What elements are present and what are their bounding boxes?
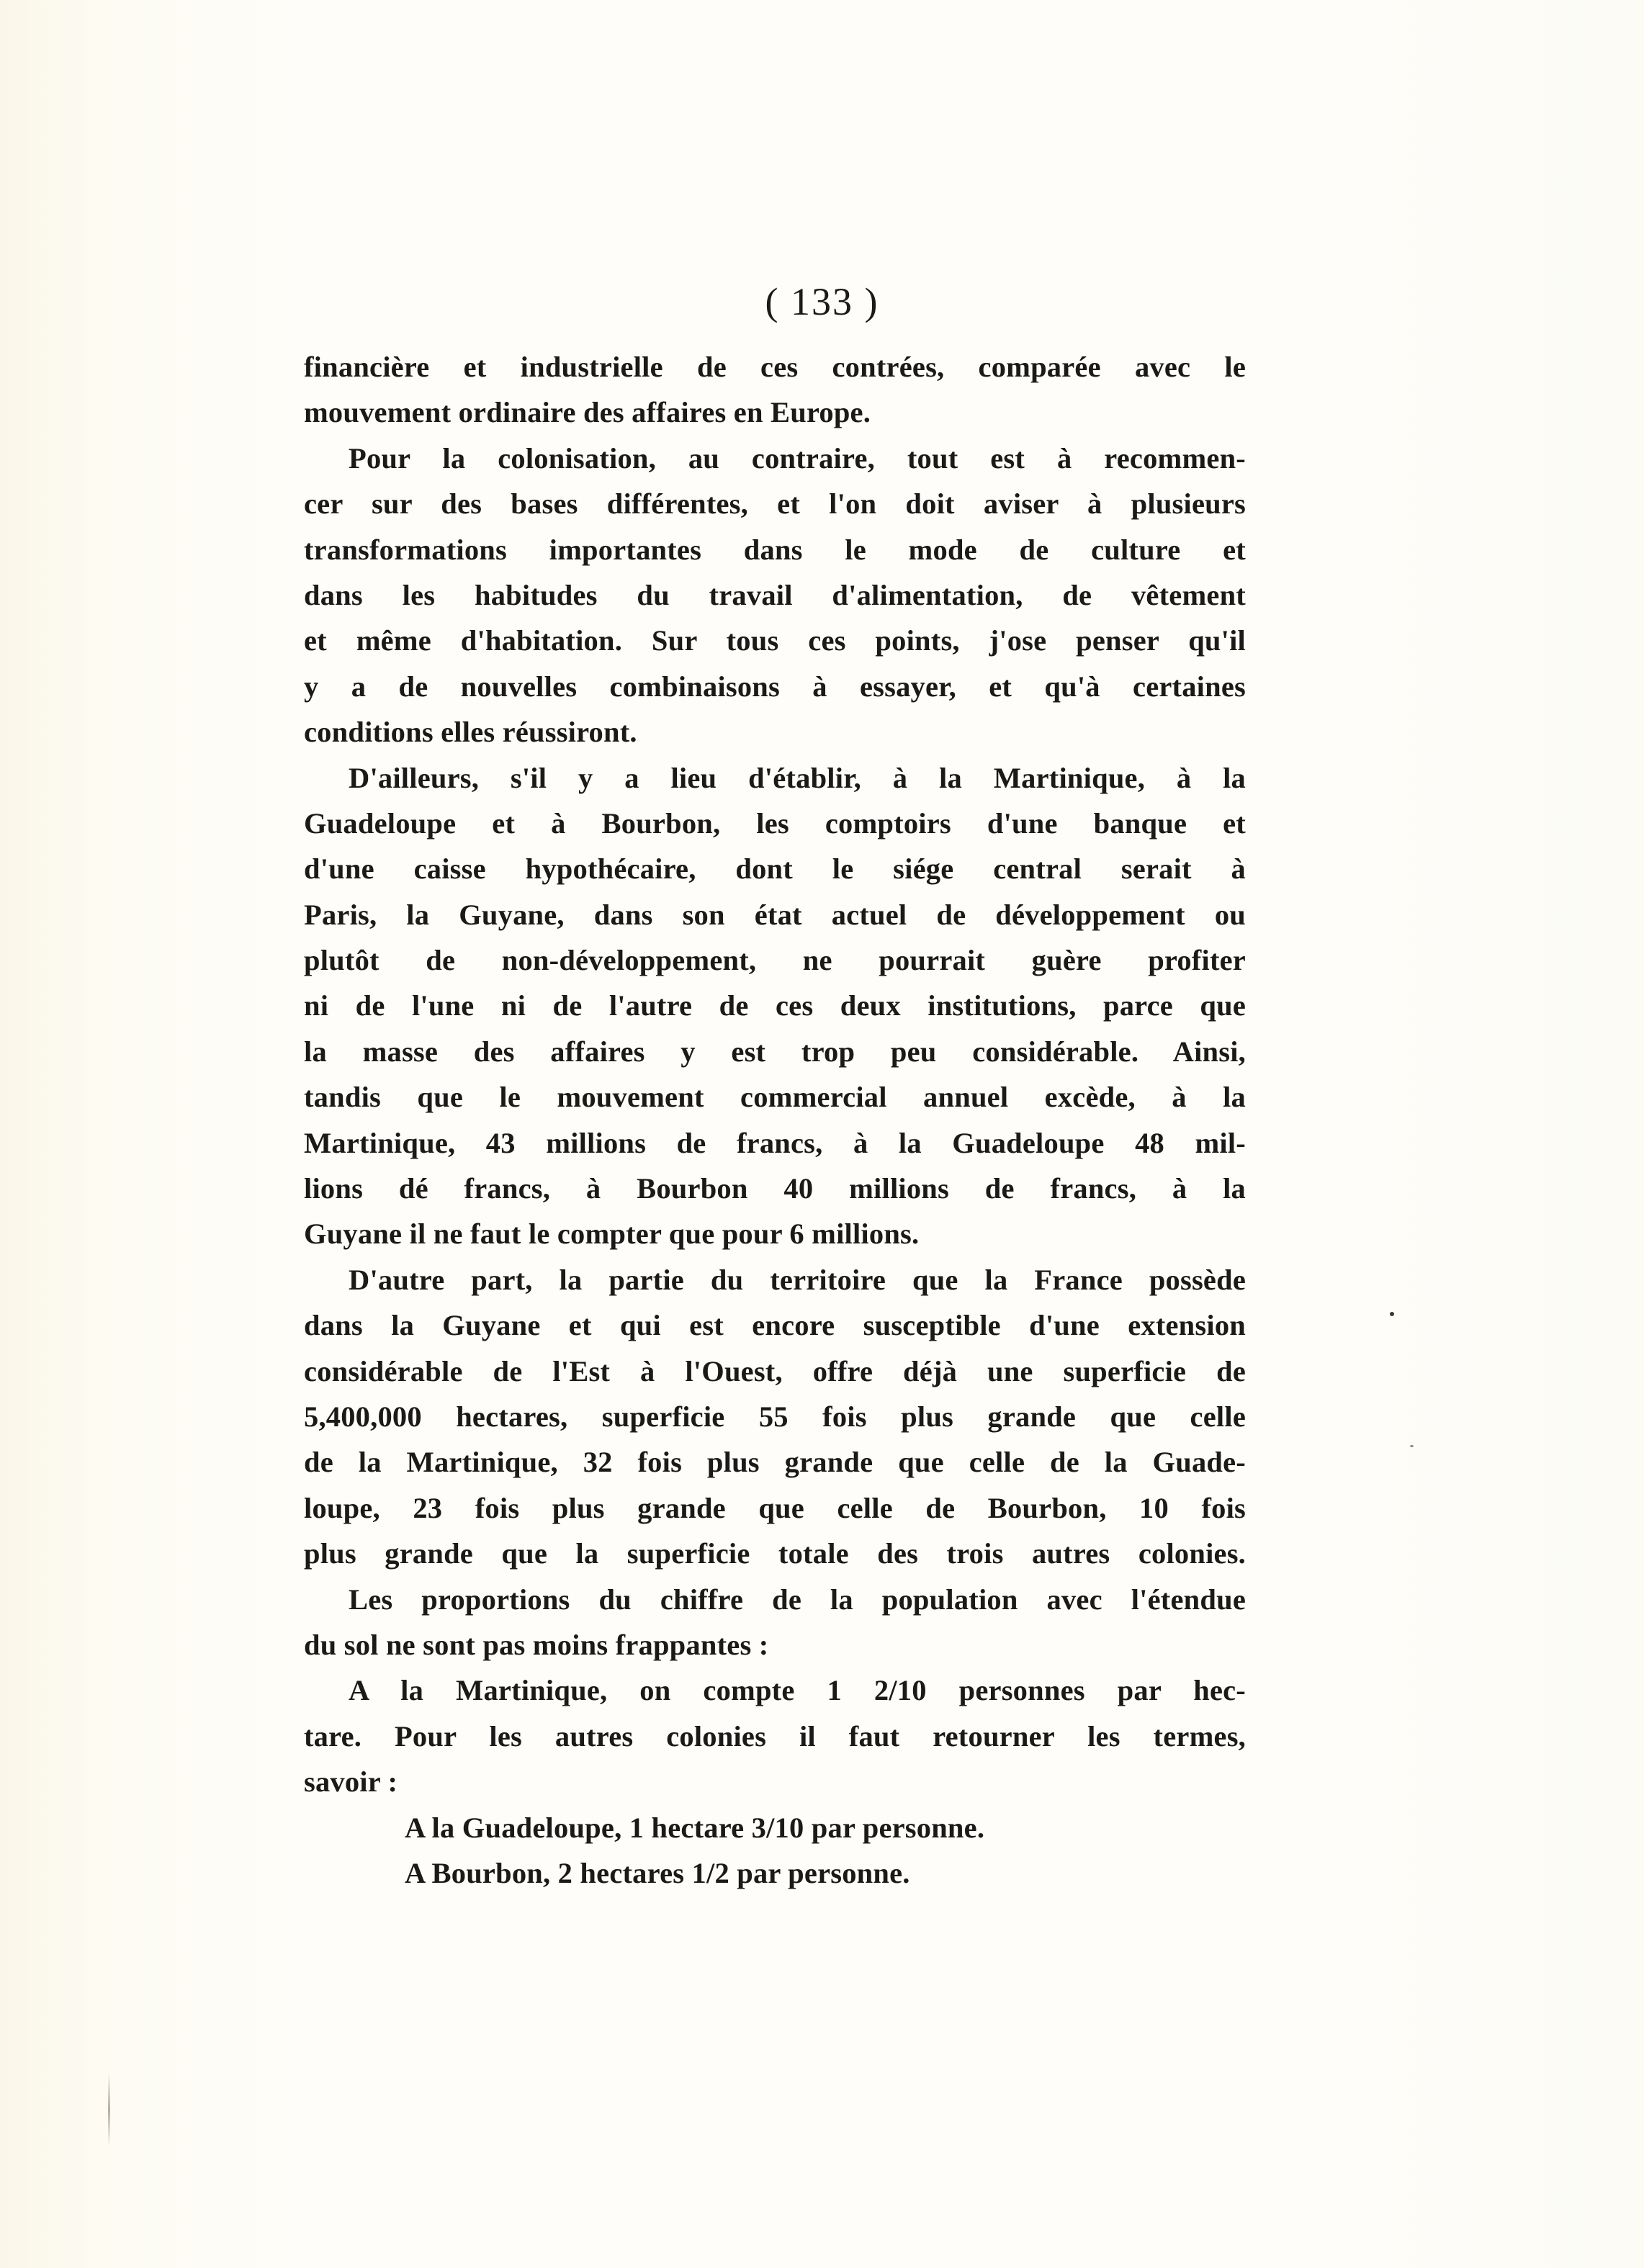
text-line: D'autre part, la partie du territoire que la France possède — [349, 1263, 1246, 1296]
text-line: Les proportions du chiffre de la population avec l'étendue — [349, 1583, 1246, 1616]
text-line: dans les habitudes du travail d'alimentation, de vêtement — [304, 578, 1246, 611]
text-line: Paris, la Guyane, dans son état actuel de développement ou — [304, 898, 1246, 931]
text-line: plus grande que la superficie totale des trois autres colonies. — [304, 1537, 1246, 1570]
text-line: et même d'habitation. Sur tous ces points, j'ose penser qu'il — [304, 624, 1246, 657]
text-line: loupe, 23 fois plus grande que celle de Bourbon, 10 fois — [304, 1491, 1246, 1524]
text-line: ni de l'une ni de l'autre de ces deux institutions, parce que — [304, 989, 1246, 1022]
text-line: y a de nouvelles combinaisons à essayer, et qu'à certaines — [304, 670, 1246, 703]
page-edge-mark — [108, 2074, 110, 2146]
text-line: financière et industrielle de ces contrées, comparée avec le — [304, 351, 1246, 383]
text-line: la masse des affaires y est trop peu considérable. Ainsi, — [304, 1035, 1246, 1068]
text-line: cer sur des bases différentes, et l'on doit aviser à plusieurs — [304, 487, 1246, 521]
scan-speck — [1410, 1445, 1414, 1447]
text-line: 5,400,000 hectares, superficie 55 fois plus grande que celle — [304, 1400, 1246, 1433]
text-line: de la Martinique, 32 fois plus grande que celle de la Guade- — [304, 1446, 1246, 1479]
text-line: lions dé francs, à Bourbon 40 millions de francs, à la — [304, 1172, 1246, 1205]
text-line: tandis que le mouvement commercial annuel excède, à la — [304, 1081, 1246, 1114]
text-line: plutôt de non-développement, ne pourrait guère profiter — [304, 944, 1246, 977]
text-line: conditions elles réussiront. — [304, 716, 637, 749]
text-line: du sol ne sont pas moins frappantes : — [304, 1628, 769, 1661]
text-line: Pour la colonisation, au contraire, tout est à recommen- — [349, 441, 1246, 474]
text-line: Guyane il ne faut le compter que pour 6 millions. — [304, 1218, 920, 1251]
text-line: dans la Guyane et qui est encore susceptible d'une extension — [304, 1309, 1246, 1342]
text-line: Guadeloupe et à Bourbon, les comptoirs d'une banque et — [304, 806, 1246, 840]
text-line: mouvement ordinaire des affaires en Europe. — [304, 396, 871, 429]
text-line: A Bourbon, 2 hectares 1/2 par personne. — [405, 1856, 910, 1889]
text-line: transformations importantes dans le mode de culture et — [304, 533, 1246, 566]
text-line: tare. Pour les autres colonies il faut retourner les termes, — [304, 1719, 1246, 1752]
text-line: D'ailleurs, s'il y a lieu d'établir, à la Martinique, à la — [349, 761, 1246, 794]
scan-speck — [1390, 1312, 1394, 1316]
text-line: A la Martinique, on compte 1 2/10 personnes par hec- — [349, 1674, 1246, 1707]
text-line: A la Guadeloupe, 1 hectare 3/10 par personne. — [405, 1811, 985, 1844]
page-number: ( 133 ) — [765, 280, 879, 323]
text-line: Martinique, 43 millions de francs, à la Guadeloupe 48 mil- — [304, 1126, 1246, 1159]
text-line: considérable de l'Est à l'Ouest, offre déjà une superficie de — [304, 1354, 1246, 1387]
body-text — [304, 344, 1246, 1896]
text-line: savoir : — [304, 1765, 398, 1799]
text-line: d'une caisse hypothécaire, dont le siége central serait à — [304, 852, 1246, 886]
